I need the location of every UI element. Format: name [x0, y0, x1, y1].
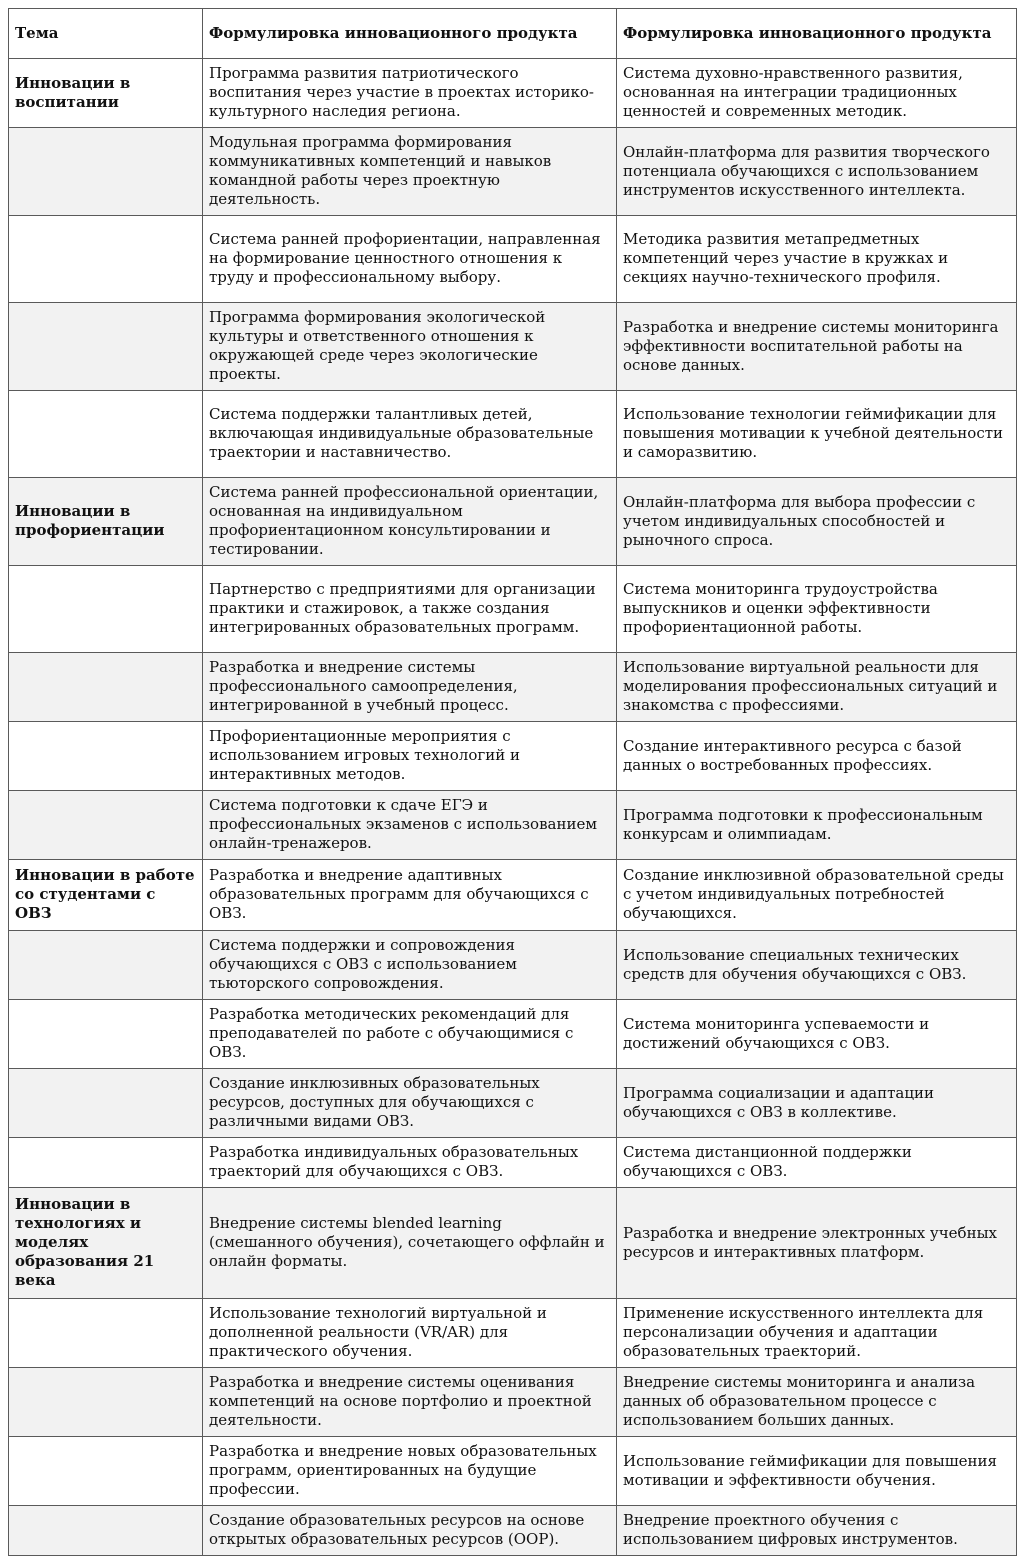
topic-cell: [9, 216, 203, 303]
table-row: [9, 1188, 1017, 1299]
product-1-cell: Использование технологий виртуальной и дополненной реальности (VR/AR) для практического обучения.: [203, 1299, 617, 1368]
table-row: [9, 478, 1017, 566]
product-2-cell: Система дистанционной поддержки обучающихся с ОВЗ.: [617, 1138, 1017, 1188]
table-row: [9, 931, 1017, 1000]
topic-cell: Инновации в работе со студентами с ОВЗ: [9, 860, 203, 931]
product-2-cell: Программа подготовки к профессиональным конкурсам и олимпиадам.: [617, 791, 1017, 860]
product-1-cell: Создание образовательных ресурсов на основе открытых образовательных ресурсов (ООР).: [203, 1506, 617, 1556]
product-2-cell: Программа социализации и адаптации обучающихся с ОВЗ в коллективе.: [617, 1069, 1017, 1138]
table-row: [9, 1368, 1017, 1437]
product-2-cell: Система мониторинга успеваемости и достижений обучающихся с ОВЗ.: [617, 1000, 1017, 1069]
product-1-cell: Система поддержки и сопровождения обучающихся с ОВЗ с использованием тьюторского сопровождения.: [203, 931, 617, 1000]
topic-cell: [9, 1368, 203, 1437]
topic-cell: [9, 1000, 203, 1069]
topic-cell: [9, 791, 203, 860]
topic-cell: Инновации в технологиях и моделях образования 21 века: [9, 1188, 203, 1299]
topic-cell: [9, 1138, 203, 1188]
product-1-cell: Разработка и внедрение системы оценивания компетенций на основе портфолио и проектной деятельности.: [203, 1368, 617, 1437]
table-row: [9, 303, 1017, 391]
product-2-cell: Использование специальных технических средств для обучения обучающихся с ОВЗ.: [617, 931, 1017, 1000]
table-row: [9, 59, 1017, 128]
product-1-cell: Разработка и внедрение новых образовательных программ, ориентированных на будущие профессии.: [203, 1437, 617, 1506]
product-2-cell: Онлайн-платформа для развития творческого потенциала обучающихся с использованием инструментов искусственного интеллекта.: [617, 128, 1017, 216]
header-row: [9, 9, 1017, 59]
product-1-cell: Система подготовки к сдаче ЕГЭ и профессиональных экзаменов с использованием онлайн-тренажеров.: [203, 791, 617, 860]
product-2-cell: Использование геймификации для повышения мотивации и эффективности обучения.: [617, 1437, 1017, 1506]
table-row: [9, 1437, 1017, 1506]
product-2-cell: Применение искусственного интеллекта для персонализации обучения и адаптации образовательных траекторий.: [617, 1299, 1017, 1368]
product-2-cell: Разработка и внедрение электронных учебных ресурсов и интерактивных платформ.: [617, 1188, 1017, 1299]
product-1-cell: Программа формирования экологической культуры и ответственного отношения к окружающей среде через экологические проекты.: [203, 303, 617, 391]
product-1-cell: Разработка индивидуальных образовательных траекторий для обучающихся с ОВЗ.: [203, 1138, 617, 1188]
innovation-products-table: [8, 8, 1017, 1556]
table-row: [9, 860, 1017, 931]
product-1-cell: Программа развития патриотического воспитания через участие в проектах историко-культурного наследия региона.: [203, 59, 617, 128]
table-row: [9, 391, 1017, 478]
product-2-cell: Создание интерактивного ресурса с базой данных о востребованных профессиях.: [617, 722, 1017, 791]
product-2-cell: Создание инклюзивной образовательной среды с учетом индивидуальных потребностей обучающихся.: [617, 860, 1017, 931]
product-1-cell: Внедрение системы blended learning (смешанного обучения), сочетающего оффлайн и онлайн форматы.: [203, 1188, 617, 1299]
product-1-cell: Система ранней профессиональной ориентации, основанная на индивидуальном профориентационном консультировании и тестировании.: [203, 478, 617, 566]
topic-cell: Инновации в воспитании: [9, 59, 203, 128]
product-1-cell: Система поддержки талантливых детей, включающая индивидуальные образовательные траектории и наставничество.: [203, 391, 617, 478]
topic-cell: [9, 1506, 203, 1556]
document-page: [8, 8, 1016, 1556]
topic-cell: [9, 566, 203, 653]
table-body: [9, 59, 1017, 1556]
table-header: [9, 9, 1017, 59]
product-2-cell: Система духовно-нравственного развития, основанная на интеграции традиционных ценностей и современных методик.: [617, 59, 1017, 128]
table-row: [9, 128, 1017, 216]
product-1-cell: Разработка и внедрение системы профессионального самоопределения, интегрированной в учебный процесс.: [203, 653, 617, 722]
product-2-cell: Использование виртуальной реальности для моделирования профессиональных ситуаций и знакомства с профессиями.: [617, 653, 1017, 722]
product-1-cell: Разработка и внедрение адаптивных образовательных программ для обучающихся с ОВЗ.: [203, 860, 617, 931]
product-2-cell: Разработка и внедрение системы мониторинга эффективности воспитательной работы на основе данных.: [617, 303, 1017, 391]
product-2-cell: Внедрение системы мониторинга и анализа данных об образовательном процессе с использованием больших данных.: [617, 1368, 1017, 1437]
table-row: [9, 791, 1017, 860]
product-2-cell: Внедрение проектного обучения с использованием цифровых инструментов.: [617, 1506, 1017, 1556]
product-2-cell: Система мониторинга трудоустройства выпускников и оценки эффективности профориентационной работы.: [617, 566, 1017, 653]
topic-cell: [9, 1069, 203, 1138]
product-1-cell: Создание инклюзивных образовательных ресурсов, доступных для обучающихся с различными видами ОВЗ.: [203, 1069, 617, 1138]
product-2-cell: Использование технологии геймификации для повышения мотивации к учебной деятельности и саморазвитию.: [617, 391, 1017, 478]
table-row: [9, 1299, 1017, 1368]
table-row: [9, 566, 1017, 653]
topic-cell: [9, 931, 203, 1000]
product-1-cell: Профориентационные мероприятия с использованием игровых технологий и интерактивных методов.: [203, 722, 617, 791]
product-1-cell: Партнерство с предприятиями для организации практики и стажировок, а также создания интегрированных образовательных программ.: [203, 566, 617, 653]
table-row: [9, 653, 1017, 722]
table-row: [9, 722, 1017, 791]
table-row: [9, 216, 1017, 303]
header-product-2: Формулировка инновационного продукта: [617, 9, 1017, 59]
header-topic: Тема: [9, 9, 203, 59]
topic-cell: [9, 391, 203, 478]
topic-cell: [9, 1437, 203, 1506]
product-2-cell: Онлайн-платформа для выбора профессии с учетом индивидуальных способностей и рыночного спроса.: [617, 478, 1017, 566]
table-row: [9, 1138, 1017, 1188]
header-product-1: Формулировка инновационного продукта: [203, 9, 617, 59]
product-2-cell: Методика развития метапредметных компетенций через участие в кружках и секциях научно-технического профиля.: [617, 216, 1017, 303]
product-1-cell: Разработка методических рекомендаций для преподавателей по работе с обучающимися с ОВЗ.: [203, 1000, 617, 1069]
product-1-cell: Модульная программа формирования коммуникативных компетенций и навыков командной работы через проектную деятельность.: [203, 128, 617, 216]
product-1-cell: Система ранней профориентации, направленная на формирование ценностного отношения к труду и профессиональному выбору.: [203, 216, 617, 303]
table-row: [9, 1506, 1017, 1556]
table-row: [9, 1069, 1017, 1138]
topic-cell: Инновации в профориентации: [9, 478, 203, 566]
topic-cell: [9, 303, 203, 391]
topic-cell: [9, 653, 203, 722]
table-row: [9, 1000, 1017, 1069]
topic-cell: [9, 1299, 203, 1368]
topic-cell: [9, 722, 203, 791]
topic-cell: [9, 128, 203, 216]
